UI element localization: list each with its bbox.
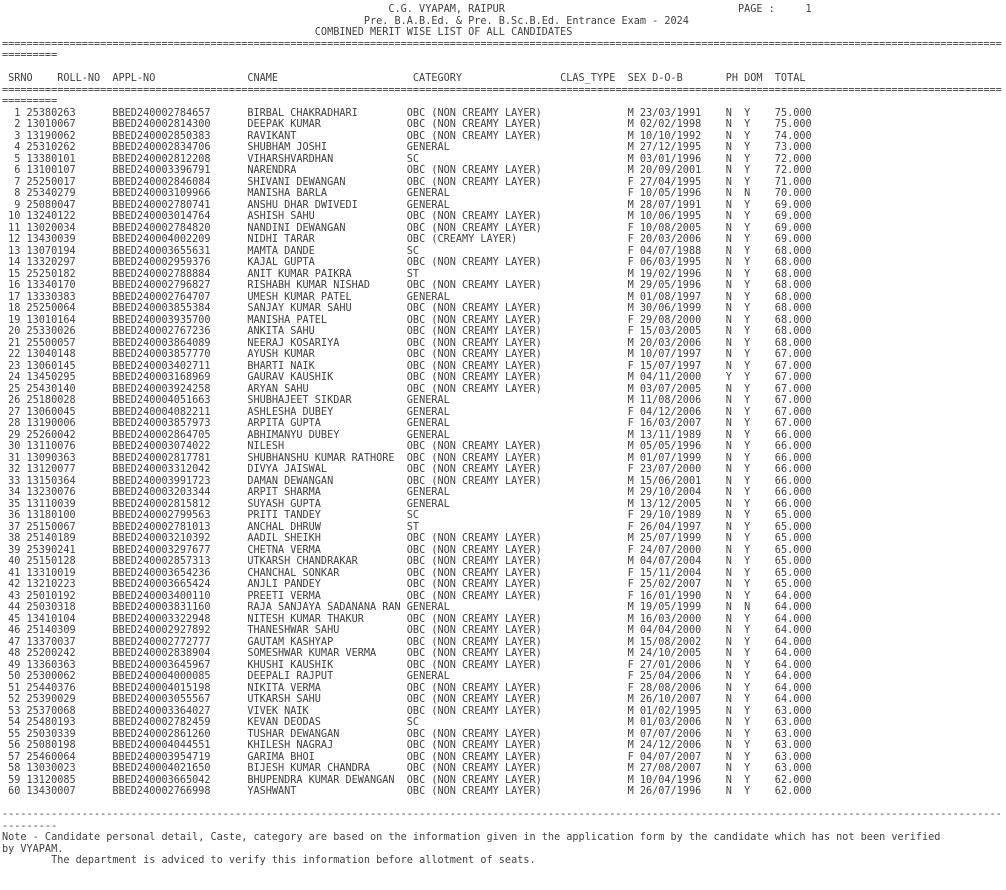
table-row: 31 13090363 BBED240002817781 SHUBHANSHU KUMAR RATHORE OBC (NON CREAMY LAYER) M 01/07/1999 N Y 66.000 — [2, 452, 812, 464]
note-line-3-text: The department is adviced to verify this information before allotment of seats. — [51, 855, 536, 866]
table-row: 25 25430140 BBED240003924258 ARYAN SAHU OBC (NON CREAMY LAYER) M 03/07/2005 N Y 67.000 — [2, 383, 812, 395]
page-label: PAGE : — [738, 4, 775, 15]
table-row: 46 25140309 BBED240002927892 THANESHWAR SAHU OBC (NON CREAMY LAYER) M 04/04/2000 N Y 64.000 — [2, 625, 812, 636]
table-row: 58 13030023 BBED240004021650 BIJESH KUMAR CHANDRA OBC (NON CREAMY LAYER) M 27/08/2007 N Y 63.000 — [2, 763, 812, 774]
table-row: 44 25030318 BBED240003831160 RAJA SANJAYA SADANANA RAN GENERAL M 19/05/1999 N N 64.000 — [2, 602, 812, 613]
col-appl-no: APPL-NO — [112, 73, 156, 84]
col-total: TOTAL — [774, 73, 806, 84]
top-separator — [2, 39, 1006, 74]
table-row: 21 25500057 BBED240003864089 NEERAJ KOSARIYA OBC (NON CREAMY LAYER) M 20/03/2006 N Y 68.000 — [2, 337, 812, 349]
col-category: CATEGORY — [412, 73, 462, 84]
table-row: 29 25260042 BBED240002864705 ABHIMANYU DUBEY GENERAL M 13/11/1989 N Y 66.000 — [2, 429, 812, 441]
table-row: 60 13430007 BBED240002766998 YASHWANT OBC (NON CREAMY LAYER) M 26/07/1996 N Y 62.000 — [2, 786, 812, 797]
table-row: 27 13060045 BBED240004082211 ASHLESHA DUBEY GENERAL F 04/12/2006 N Y 67.000 — [2, 406, 812, 418]
table-row: 17 13330383 BBED240002764707 UMESH KUMAR PATEL GENERAL M 01/08/1997 N Y 68.000 — [2, 291, 812, 303]
list-title-line — [2, 27, 1006, 39]
table-row: 10 13240122 BBED240003014764 ASHISH SAHU OBC (NON CREAMY LAYER) M 10/06/1995 N Y 69.000 — [2, 211, 812, 222]
table-row: 1 25380263 BBED240002784657 BIRBAL CHAKRADHARI OBC (NON CREAMY LAYER) M 23/03/1991 N Y 75.000 — [2, 107, 812, 119]
table-row: 19 13010164 BBED240003935700 MANISHA PATEL OBC (NON CREAMY LAYER) F 29/08/2000 N Y 68.000 — [2, 314, 812, 326]
table-row: 50 25300062 BBED240004000085 DEEPALI RAJPUT GENERAL F 25/04/2006 N Y 64.000 — [2, 671, 812, 682]
table-row: 34 13230076 BBED240003203344 ARPIT SHARMA GENERAL M 29/10/2004 N Y 66.000 — [2, 487, 812, 498]
table-row: 56 25080198 BBED240004044551 KHILESH NAGRAJ OBC (NON CREAMY LAYER) M 24/12/2006 N Y 63.000 — [2, 740, 812, 751]
table-row: 20 25330026 BBED240002767236 ANKITA SAHU OBC (NON CREAMY LAYER) F 15/03/2005 N Y 68.000 — [2, 326, 812, 337]
table-row: 7 25250017 BBED240002846084 SHIVANI DEWANGAN OBC (NON CREAMY LAYER) F 27/04/1995 N Y 71.000 — [2, 176, 812, 188]
table-row: 42 13210223 BBED240003665424 ANJLI PANDEY OBC (NON CREAMY LAYER) F 25/02/2007 N Y 65.000 — [2, 579, 812, 590]
table-row: 54 25480193 BBED240002782459 KEVAN DEODAS SC M 01/03/2006 N Y 63.000 — [2, 717, 812, 728]
table-row: 53 25370068 BBED240003364027 VIVEK NAIK OBC (NON CREAMY LAYER) M 01/02/1995 N Y 63.000 — [2, 705, 812, 717]
blank-line — [2, 62, 1006, 74]
table-row: 13 13070194 BBED240003655631 MAMTA DANDE SC F 04/07/1988 N Y 68.000 — [2, 245, 812, 257]
table-row: 4 25310262 BBED240002834706 SHUBHAM JOSHI GENERAL M 27/12/1995 N Y 73.000 — [2, 142, 812, 153]
table-row: 38 25140189 BBED240003210392 AADIL SHEIKH OBC (NON CREAMY LAYER) M 25/07/1999 N Y 65.000 — [2, 533, 812, 544]
separator-line: =================================================================================================================================================================== — [2, 38, 1002, 50]
table-row: 2 13010067 BBED240002814300 DEEPAK KUMAR OBC (NON CREAMY LAYER) M 02/02/1998 N Y 75.000 — [2, 119, 812, 130]
col-clas-type: CLAS_TYPE — [560, 73, 616, 84]
table-row: 45 13410104 BBED240003322948 NITESH KUMAR THAKUR OBC (NON CREAMY LAYER) M 16/03/2000 N Y 64.000 — [2, 613, 812, 625]
table-row: 9 25080047 BBED240002780741 ANSHU DHAR DWIVEDI GENERAL M 28/07/1991 N Y 69.000 — [2, 199, 812, 211]
note-line-3 — [2, 855, 1006, 867]
table-row: 8 25340279 BBED240003109966 MANISHA BARLA GENERAL F 10/05/1996 N N 70.000 — [2, 188, 812, 199]
table-row: 30 13110076 BBED240003074022 NILESH OBC (NON CREAMY LAYER) M 05/05/1996 N Y 66.000 — [2, 441, 812, 452]
table-row: 43 25010192 BBED240003400110 PREETI VERMA OBC (NON CREAMY LAYER) F 16/01/1990 N Y 64.000 — [2, 590, 812, 602]
table-row: 11 13020034 BBED240002784820 NANDINI DEWANGAN OBC (NON CREAMY LAYER) F 10/08/2005 N Y 69.000 — [2, 222, 812, 234]
table-row: 5 13380101 BBED240002812208 VIHARSHVARDHAN SC M 03/01/1996 N Y 72.000 — [2, 153, 812, 165]
table-row: 32 13120077 BBED240003312042 DIVYA JAISWAL OBC (NON CREAMY LAYER) F 23/07/2000 N Y 66.000 — [2, 464, 812, 475]
table-body — [2, 108, 1006, 798]
col-ph: PH — [725, 73, 739, 84]
table-row: 37 25150067 BBED240002781013 ANCHAL DHRUW ST F 26/04/1997 N Y 65.000 — [2, 521, 812, 533]
table-row: 18 25250064 BBED240003855384 SANJAY KUMAR SAHU OBC (NON CREAMY LAYER) M 30/06/1999 N Y 68.000 — [2, 303, 812, 314]
table-row: 39 25390241 BBED240003297677 CHETNA VERMA OBC (NON CREAMY LAYER) F 24/07/2000 N Y 65.000 — [2, 544, 812, 556]
table-row: 22 13040148 BBED240003857770 AYUSH KUMAR OBC (NON CREAMY LAYER) M 10/07/1997 N Y 67.000 — [2, 349, 812, 360]
separator-wrap-line: ========= — [2, 50, 58, 61]
table-row: 14 13320297 BBED240002959376 KAJAL GUPTA OBC (NON CREAMY LAYER) F 06/03/1995 N Y 68.000 — [2, 257, 812, 268]
table-row: 3 13190062 BBED240002850383 RAVIKANT OBC (NON CREAMY LAYER) M 10/10/1992 N Y 74.000 — [2, 130, 812, 142]
table-row: 41 13310019 BBED240003654236 CHANCHAL SONKAR OBC (NON CREAMY LAYER) F 15/11/2004 N Y 65.000 — [2, 567, 812, 579]
table-row: 49 13360363 BBED240003645967 KHUSHI KAUSHIK OBC (NON CREAMY LAYER) F 27/01/2006 N Y 64.000 — [2, 659, 812, 671]
table-row: 16 13340170 BBED240002796827 RISHABH KUMAR NISHAD OBC (NON CREAMY LAYER) M 29/05/1996 N Y 68.000 — [2, 280, 812, 291]
column-header-line — [2, 73, 1006, 85]
doc-title-line — [2, 4, 1006, 16]
col-dom: DOM — [744, 73, 763, 84]
table-row: 28 13190006 BBED240003857973 ARPITA GUPTA GENERAL F 16/03/2007 N Y 67.000 — [2, 418, 812, 429]
col-dob: D-O-B — [652, 73, 683, 84]
note-line-1: Note - Candidate personal detail, Caste, category are based on the information given in the application form by the candidate which has not been verified — [2, 832, 941, 843]
table-row: 35 13110039 BBED240002815812 SUYASH GUPTA GENERAL M 13/12/2005 N Y 66.000 — [2, 498, 812, 510]
table-row: 23 13060145 BBED240003402711 BHARTI NAIK OBC (NON CREAMY LAYER) F 15/07/1997 N Y 67.000 — [2, 360, 812, 372]
col-sex: SEX — [627, 73, 646, 84]
blank-line — [2, 798, 1006, 810]
table-row: 59 13120085 BBED240003665042 BHUPENDRA KUMAR DEWANGAN OBC (NON CREAMY LAYER) M 10/04/1996 N Y 62.000 — [2, 774, 812, 786]
header-separator — [2, 85, 1006, 108]
table-row: 57 25460064 BBED240003954719 GARIMA BHOI OBC (NON CREAMY LAYER) F 04/07/2007 N Y 63.000 — [2, 751, 812, 763]
table-row: 52 25390029 BBED240003055567 UTKARSH SAHU OBC (NON CREAMY LAYER) M 26/10/2007 N Y 64.000 — [2, 694, 812, 705]
exam-title: Pre. B.A.B.Ed. & Pre. B.Sc.B.Ed. Entrance Exam - 2024 — [363, 15, 689, 27]
separator-line: ------------------------------------------------------------------------------------------------------------------------------------------------------------------- — [2, 809, 1002, 820]
table-row: 47 13370037 BBED240002772777 GAUTAM KASHYAP OBC (NON CREAMY LAYER) M 15/08/2002 N Y 64.000 — [2, 636, 812, 648]
table-row: 51 25440376 BBED240004015198 NIKITA VERMA OBC (NON CREAMY LAYER) F 28/08/2006 N Y 64.000 — [2, 682, 812, 694]
table-row: 55 25030339 BBED240002861260 TUSHAR DEWANGAN OBC (NON CREAMY LAYER) M 07/07/2006 N Y 63.000 — [2, 728, 812, 740]
table-row: 26 25180028 BBED240004051663 SHUBHAJEET SIKDAR GENERAL M 11/08/2006 N Y 67.000 — [2, 395, 812, 406]
separator-line: =================================================================================================================================================================== — [2, 84, 1002, 96]
table-row: 48 25200242 BBED240002838904 SOMESHWAR KUMAR VERMA OBC (NON CREAMY LAYER) M 24/10/2005 N Y 64.000 — [2, 648, 812, 659]
col-roll-no: ROLL-NO — [57, 73, 101, 84]
page-number: 1 — [805, 4, 812, 15]
note-line-2: by VYAPAM. — [2, 843, 64, 855]
table-row: 40 25150128 BBED240002857313 UTKARSH CHANDRAKAR OBC (NON CREAMY LAYER) M 04/07/2004 N Y 65.000 — [2, 556, 812, 567]
list-title: COMBINED MERIT WISE LIST OF ALL CANDIDATES — [314, 27, 573, 38]
table-row: 6 13100107 BBED240003396791 NARENDRA OBC (NON CREAMY LAYER) M 20/09/2001 N Y 72.000 — [2, 165, 812, 176]
org-title: C.G. VYAPAM, RAIPUR — [388, 4, 505, 15]
separator-wrap-line: ========= — [2, 96, 58, 107]
table-row: 36 13180100 BBED240002799563 PRITI TANDEY SC F 29/10/1989 N Y 65.000 — [2, 510, 812, 521]
table-row: 33 13150364 BBED240003991723 DAMAN DEWANGAN OBC (NON CREAMY LAYER) M 15/06/2001 N Y 66.000 — [2, 475, 812, 487]
table-row: 12 13430039 BBED240004002209 NIDHI TARAR OBC (CREAMY LAYER) F 20/03/2006 N Y 69.000 — [2, 234, 812, 245]
separator-wrap-line: --------- — [2, 820, 58, 832]
table-row: 24 13450295 BBED240003168969 GAURAV KAUSHIK OBC (NON CREAMY LAYER) M 04/11/2000 Y Y 67.000 — [2, 372, 812, 383]
exam-title-line — [2, 16, 1006, 28]
table-row: 15 25250182 BBED240002788884 ANIT KUMAR PAIKRA ST M 19/02/1996 N Y 68.000 — [2, 268, 812, 280]
bottom-separator — [2, 798, 1006, 833]
col-srno: SRNO — [8, 73, 33, 84]
col-cname: CNAME — [247, 73, 278, 84]
